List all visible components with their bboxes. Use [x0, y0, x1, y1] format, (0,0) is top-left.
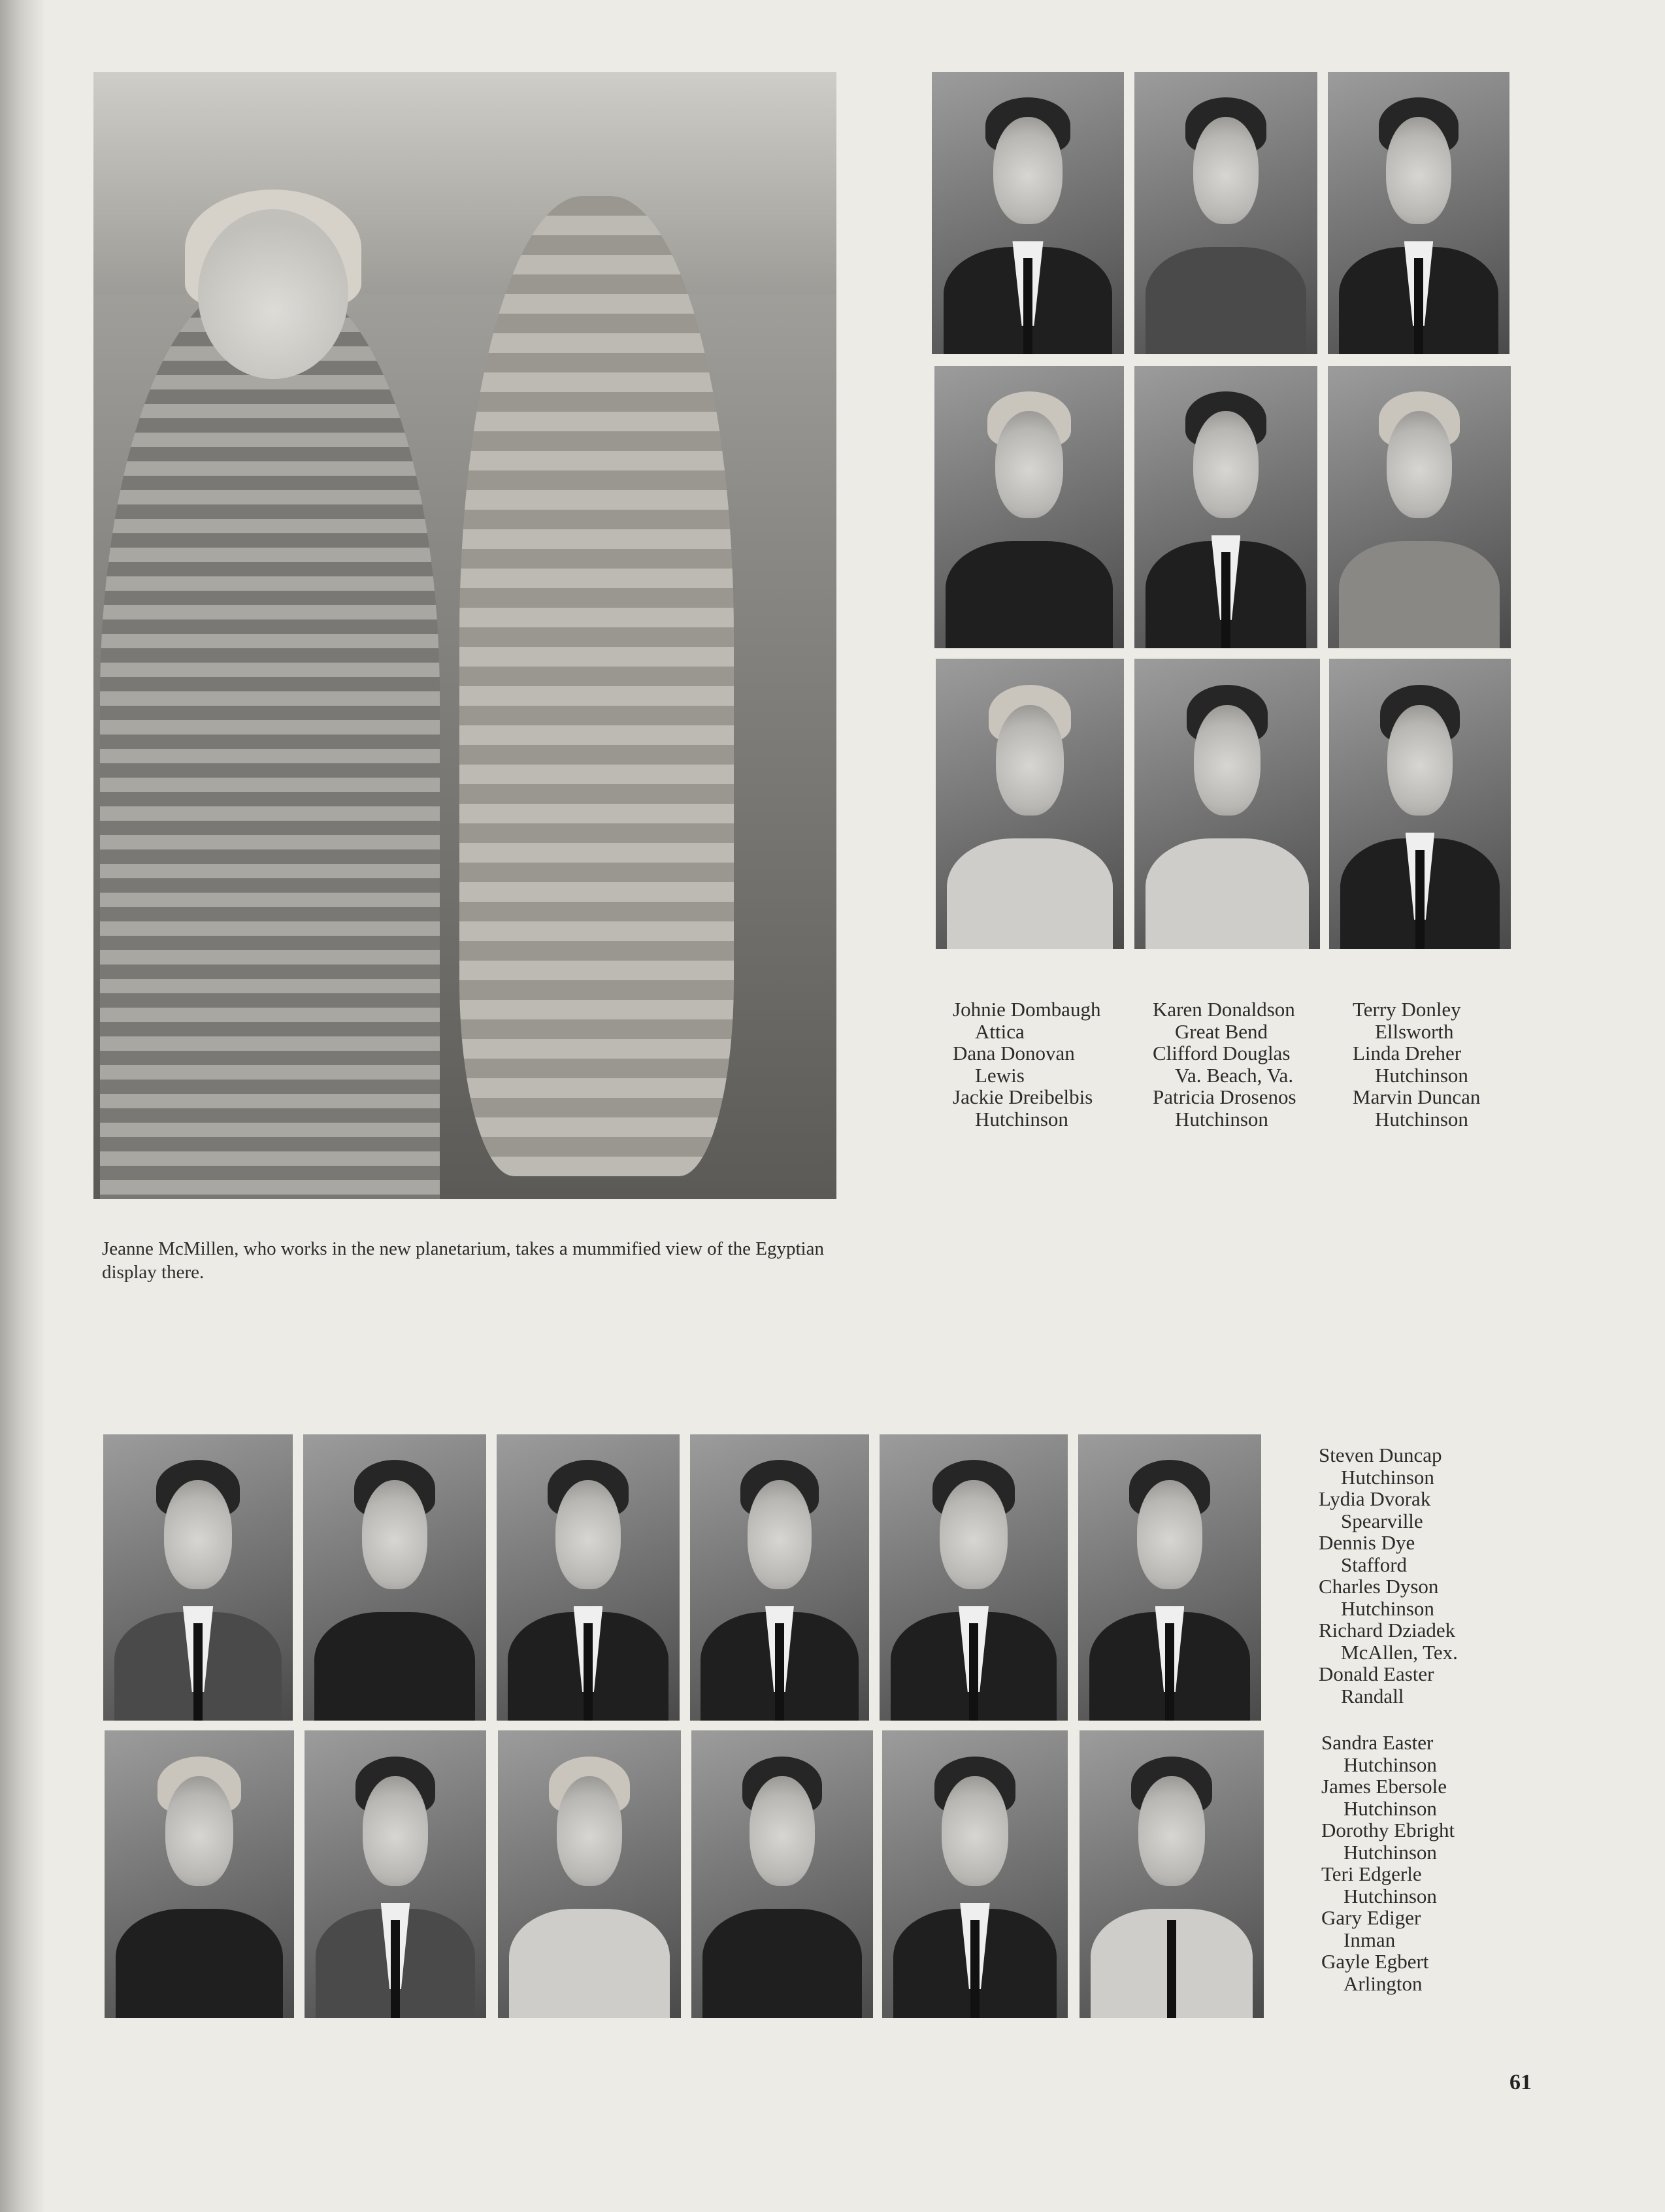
- student-town: Randall: [1341, 1684, 1404, 1708]
- binding-gutter: [0, 0, 46, 2212]
- name-column: [1153, 999, 1296, 1130]
- portrait-photo: [690, 1434, 869, 1721]
- portrait-photo: [103, 1434, 293, 1721]
- student-town: Hutchinson: [1175, 1107, 1268, 1131]
- page-number: 61: [1509, 2070, 1532, 2094]
- student-name: Richard Dziadek: [1319, 1619, 1456, 1642]
- student-name: Clifford Douglas: [1153, 1042, 1291, 1065]
- photo-caption: Jeanne McMillen, who works in the new planetarium, takes a mummified view of the Egyptian display there.: [102, 1238, 824, 1283]
- name-column: [953, 999, 1100, 1130]
- portrait-photo: [1078, 1434, 1261, 1721]
- student-town: Great Bend: [1175, 1019, 1268, 1043]
- portrait-photo: [1134, 366, 1317, 648]
- student-town: Lewis: [975, 1063, 1025, 1087]
- mummy-case: [459, 196, 734, 1176]
- portrait-photo: [1328, 72, 1509, 354]
- student-name: James Ebersole: [1321, 1775, 1447, 1798]
- student-town: Hutchinson: [1344, 1753, 1437, 1776]
- portrait-photo: [498, 1730, 681, 2018]
- student-name: Dana Donovan: [953, 1042, 1075, 1065]
- student-town: Hutchinson: [1375, 1063, 1468, 1087]
- portrait-photo: [1329, 659, 1511, 949]
- student-town: Stafford: [1341, 1553, 1408, 1576]
- student-town: Attica: [975, 1019, 1025, 1043]
- student-name: Lydia Dvorak: [1319, 1487, 1431, 1510]
- student-town: Hutchinson: [1341, 1596, 1434, 1620]
- student-town: McAllen, Tex.: [1341, 1640, 1458, 1664]
- student-name: Jackie Dreibelbis: [953, 1085, 1093, 1108]
- portrait-photo: [303, 1434, 486, 1721]
- student-name: Johnie Dombaugh: [953, 998, 1101, 1021]
- student-name: Terry Donley: [1353, 998, 1461, 1021]
- student-name: Teri Edgerle: [1321, 1862, 1422, 1885]
- name-column: [1353, 999, 1480, 1130]
- portrait-photo: [936, 659, 1124, 949]
- name-column-row2: [1321, 1732, 1455, 1994]
- student-name: Charles Dyson: [1319, 1575, 1439, 1598]
- portrait-photo: [305, 1730, 486, 2018]
- student-town: Hutchinson: [1341, 1465, 1434, 1489]
- portrait-photo: [1080, 1730, 1264, 2018]
- student-head: [198, 209, 348, 379]
- student-town: Spearville: [1341, 1509, 1423, 1532]
- student-figure: [100, 281, 440, 1199]
- portrait-photo: [1134, 72, 1317, 354]
- portrait-photo: [932, 72, 1124, 354]
- student-town: Hutchinson: [1375, 1107, 1468, 1131]
- student-town: Hutchinson: [975, 1107, 1068, 1131]
- portrait-photo: [691, 1730, 873, 2018]
- portrait-photo: [880, 1434, 1068, 1721]
- student-name: Marvin Duncan: [1353, 1085, 1481, 1108]
- student-name: Steven Duncap: [1319, 1444, 1442, 1466]
- feature-photo-mummy-display: [93, 72, 836, 1199]
- student-town: Inman: [1344, 1928, 1396, 1951]
- portrait-photo: [1134, 659, 1320, 949]
- portrait-photo: [1328, 366, 1511, 648]
- student-name: Dorothy Ebright: [1321, 1819, 1455, 1841]
- student-town: Ellsworth: [1375, 1019, 1454, 1043]
- name-column-row1: [1319, 1444, 1458, 1707]
- student-town: Hutchinson: [1344, 1840, 1437, 1864]
- student-name: Sandra Easter: [1321, 1731, 1434, 1754]
- student-name: Karen Donaldson: [1153, 998, 1295, 1021]
- portrait-photo: [934, 366, 1124, 648]
- student-name: Patricia Drosenos: [1153, 1085, 1296, 1108]
- student-town: Hutchinson: [1344, 1796, 1437, 1820]
- portrait-photo: [497, 1434, 680, 1721]
- student-name: Linda Dreher: [1353, 1042, 1462, 1065]
- portrait-photo: [105, 1730, 294, 2018]
- student-town: Arlington: [1344, 1972, 1423, 1995]
- student-name: Donald Easter: [1319, 1662, 1434, 1685]
- student-name: Gary Ediger: [1321, 1906, 1421, 1929]
- portrait-photo: [882, 1730, 1068, 2018]
- student-town: Va. Beach, Va.: [1175, 1063, 1294, 1087]
- student-name: Gayle Egbert: [1321, 1950, 1429, 1973]
- student-town: Hutchinson: [1344, 1884, 1437, 1907]
- student-name: Dennis Dye: [1319, 1531, 1415, 1554]
